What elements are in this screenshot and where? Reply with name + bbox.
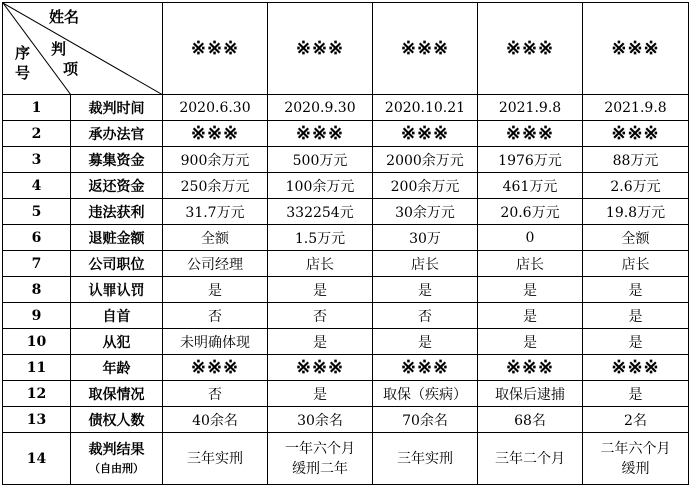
- table-cell: ※※※: [478, 121, 583, 147]
- table-cell: 0: [478, 225, 583, 251]
- table-cell: 店长: [478, 251, 583, 277]
- row-number: 5: [3, 199, 71, 225]
- row-number: 8: [3, 277, 71, 303]
- row-item-label: 从犯: [71, 329, 163, 355]
- table-cell: ※※※: [373, 121, 478, 147]
- row-item-label: 违法获利: [71, 199, 163, 225]
- table-cell: 2021.9.8: [478, 95, 583, 121]
- table-cell: 否: [268, 303, 373, 329]
- table-cell: ※※※: [583, 355, 689, 381]
- table-cell: 全额: [583, 225, 689, 251]
- row-item-label: 取保情况: [71, 381, 163, 407]
- table-cell: 30万: [373, 225, 478, 251]
- table-cell: 2020.9.30: [268, 95, 373, 121]
- table-cell: 68名: [478, 407, 583, 433]
- row-number: 10: [3, 329, 71, 355]
- person-header: ※※※: [478, 3, 583, 95]
- table-cell: 31.7万元: [163, 199, 268, 225]
- table-cell: 2000余万元: [373, 147, 478, 173]
- item-main-text: 裁判结果: [88, 441, 145, 458]
- table-cell: 店长: [268, 251, 373, 277]
- table-cell: 店长: [373, 251, 478, 277]
- table-cell: 2021.9.8: [583, 95, 689, 121]
- row-item-label: [71, 433, 163, 485]
- table-cell: 461万元: [478, 173, 583, 199]
- table-cell: 是: [583, 303, 689, 329]
- table-cell: 40余名: [163, 407, 268, 433]
- table-row: [3, 381, 689, 407]
- row-number: 3: [3, 147, 71, 173]
- table-cell: 是: [268, 277, 373, 303]
- table-cell: [268, 433, 373, 485]
- person-header: ※※※: [373, 3, 478, 95]
- row-item-label: 年龄: [71, 355, 163, 381]
- corner-header-cell: [3, 3, 163, 95]
- table-cell: 200余万元: [373, 173, 478, 199]
- table-row: [3, 147, 689, 173]
- table-cell: 332254元: [268, 199, 373, 225]
- table-row: [3, 407, 689, 433]
- item-sub-text: （自由刑）: [89, 461, 144, 475]
- row-item-label: 募集资金: [71, 147, 163, 173]
- table-cell: ※※※: [268, 121, 373, 147]
- table-cell: 是: [163, 277, 268, 303]
- table-cell: 否: [163, 303, 268, 329]
- table-row: [3, 251, 689, 277]
- table-row: [3, 303, 689, 329]
- table-cell: 900余万元: [163, 147, 268, 173]
- corner-name-label: 姓名: [49, 8, 80, 26]
- table-cell: 2020.10.21: [373, 95, 478, 121]
- table-cell: 是: [268, 329, 373, 355]
- table-cell: 取保后逮捕: [478, 381, 583, 407]
- table-cell: 20.6万元: [478, 199, 583, 225]
- table-row: [3, 277, 689, 303]
- table-cell: 店长: [583, 251, 689, 277]
- table-row: [3, 433, 689, 485]
- cell-line: 三年实刑: [187, 450, 243, 467]
- corner-seq-label-1: 序: [15, 44, 31, 62]
- table-cell: 是: [478, 329, 583, 355]
- table-row: [3, 173, 689, 199]
- row-number: 7: [3, 251, 71, 277]
- table-cell: ※※※: [478, 355, 583, 381]
- table-cell: 全额: [163, 225, 268, 251]
- cell-line: 缓刑二年: [292, 460, 348, 477]
- row-number: 4: [3, 173, 71, 199]
- cell-line: 三年二个月: [495, 450, 565, 467]
- table-cell: ※※※: [163, 355, 268, 381]
- table-cell: 2.6万元: [583, 173, 689, 199]
- table-cell: 100余万元: [268, 173, 373, 199]
- table-row: [3, 355, 689, 381]
- table-cell: 是: [583, 277, 689, 303]
- table-cell: ※※※: [583, 121, 689, 147]
- table-row: [3, 225, 689, 251]
- row-item-label: 公司职位: [71, 251, 163, 277]
- table-cell: 是: [373, 329, 478, 355]
- cell-line: 三年实刑: [397, 450, 453, 467]
- table-cell: 500万元: [268, 147, 373, 173]
- row-number: 12: [3, 381, 71, 407]
- table-row: [3, 199, 689, 225]
- table-cell: 30余名: [268, 407, 373, 433]
- row-number: 2: [3, 121, 71, 147]
- table-cell: 是: [478, 277, 583, 303]
- table-cell: 否: [163, 381, 268, 407]
- person-header: ※※※: [583, 3, 689, 95]
- table-cell: 是: [478, 303, 583, 329]
- row-number: 11: [3, 355, 71, 381]
- case-comparison-table: [2, 2, 689, 485]
- table-cell: ※※※: [163, 121, 268, 147]
- person-header: ※※※: [268, 3, 373, 95]
- row-item-label: 裁判时间: [71, 95, 163, 121]
- table-cell: 88万元: [583, 147, 689, 173]
- table-cell: 19.8万元: [583, 199, 689, 225]
- corner-item-label-2: 项: [63, 60, 79, 78]
- corner-seq-label-2: 号: [15, 64, 31, 82]
- table-row: [3, 121, 689, 147]
- corner-item-label-1: 判: [51, 40, 67, 58]
- table-cell: 公司经理: [163, 251, 268, 277]
- table-cell: [478, 433, 583, 485]
- row-number: 9: [3, 303, 71, 329]
- table-cell: 1.5万元: [268, 225, 373, 251]
- row-item-label: 债权人数: [71, 407, 163, 433]
- row-number: 6: [3, 225, 71, 251]
- table-cell: 是: [583, 381, 689, 407]
- table-cell: [583, 433, 689, 485]
- cell-line: 一年六个月: [285, 440, 355, 457]
- row-item-label: 自首: [71, 303, 163, 329]
- table-cell: 2名: [583, 407, 689, 433]
- table-cell: 否: [373, 303, 478, 329]
- table-cell: 是: [583, 329, 689, 355]
- table-cell: ※※※: [268, 355, 373, 381]
- table-cell: 是: [373, 277, 478, 303]
- person-header: ※※※: [163, 3, 268, 95]
- table-cell: 未明确体现: [163, 329, 268, 355]
- table-cell: [163, 433, 268, 485]
- row-number: 14: [3, 433, 71, 485]
- table-cell: [373, 433, 478, 485]
- row-number: 13: [3, 407, 71, 433]
- cell-line: 二年六个月: [600, 440, 671, 457]
- row-item-label: 退赃金额: [71, 225, 163, 251]
- header-row: [3, 3, 689, 95]
- table-cell: 250余万元: [163, 173, 268, 199]
- table-row: [3, 95, 689, 121]
- row-item-label: 认罪认罚: [71, 277, 163, 303]
- table-row: [3, 329, 689, 355]
- row-item-label: 承办法官: [71, 121, 163, 147]
- row-item-label: 返还资金: [71, 173, 163, 199]
- table-cell: 取保（疾病）: [373, 381, 478, 407]
- table-cell: 1976万元: [478, 147, 583, 173]
- table-cell: 2020.6.30: [163, 95, 268, 121]
- table-cell: 是: [268, 381, 373, 407]
- row-number: 1: [3, 95, 71, 121]
- cell-line: 缓刑: [621, 460, 650, 477]
- table-cell: 70余名: [373, 407, 478, 433]
- table-cell: ※※※: [373, 355, 478, 381]
- table-cell: 30余万元: [373, 199, 478, 225]
